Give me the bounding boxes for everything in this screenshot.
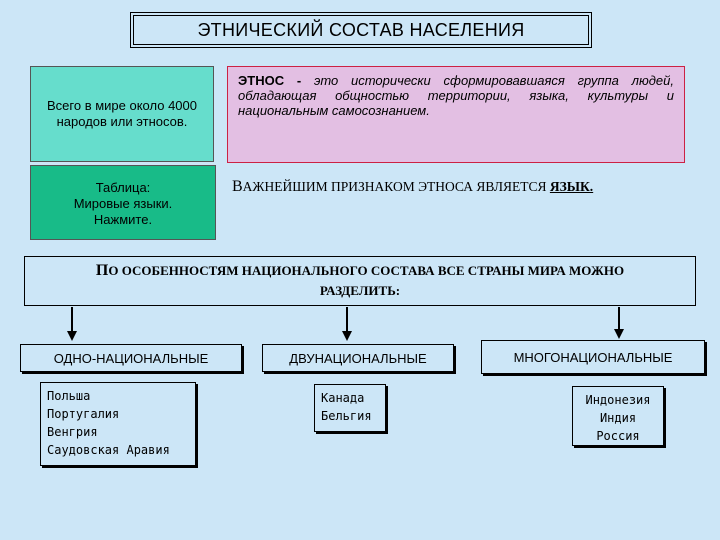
category-label: ОДНО-НАЦИОНАЛЬНЫЕ: [53, 350, 209, 366]
list-item: Венгрия: [47, 425, 98, 439]
category-label: МНОГОНАЦИОНАЛЬНЫЕ: [513, 349, 673, 365]
page-title: [130, 12, 592, 48]
list-item: Саудовская Аравия: [47, 443, 170, 457]
list-item: Канада: [321, 391, 365, 405]
arrow-to-mono: [71, 307, 73, 333]
division-statement-box: [24, 256, 696, 306]
count-line-2: народов или этносов.: [56, 114, 188, 129]
table-link-line-2: Мировые языки.: [73, 196, 173, 211]
page-title-text: ЭТНИЧЕСКИЙ СОСТАВ НАСЕЛЕНИЯ: [197, 19, 525, 40]
mononational-countries-list: [40, 382, 196, 466]
arrow-head-bi: [342, 331, 352, 341]
division-line-2: РАЗДЕЛИТЬ:: [319, 283, 401, 298]
category-binational: [262, 344, 454, 372]
list-item: Индонезия: [585, 393, 651, 407]
key-statement-first-letter: В: [232, 178, 243, 195]
division-first-letter: П: [95, 262, 109, 279]
list-item: Россия: [596, 429, 640, 443]
category-multinational: [481, 340, 705, 374]
binational-countries-list: [314, 384, 386, 432]
arrow-to-bi: [346, 307, 348, 333]
multinational-countries-list: [572, 386, 664, 446]
ethnos-definition-box: [227, 66, 685, 163]
count-line-1: Всего в мире около 4000: [47, 98, 197, 113]
category-label: ДВУНАЦИОНАЛЬНЫЕ: [289, 350, 427, 366]
list-item: Индия: [599, 411, 637, 425]
world-peoples-count-box: [30, 66, 214, 162]
arrow-head-mono: [67, 331, 77, 341]
division-line-1: О ОСОБЕННОСТЯМ НАЦИОНАЛЬНОГО СОСТАВА ВСЕ СТРАНЫ МИРА МОЖНО: [108, 263, 625, 278]
list-item: Польша: [47, 389, 91, 403]
key-statement: [232, 178, 692, 196]
world-languages-table-link[interactable]: [30, 165, 216, 240]
list-item: Бельгия: [321, 409, 372, 423]
table-link-line-1: Таблица:: [95, 180, 151, 195]
arrow-head-multi: [614, 329, 624, 339]
arrow-to-multi: [618, 307, 620, 331]
ethnos-term: ЭТНОС -: [238, 73, 302, 88]
category-mononational: [20, 344, 242, 372]
table-link-line-3: Нажмите.: [93, 212, 153, 227]
ethnos-definition: это исторически сформировавшаяся группа людей, обладающая общностью территории, языка, культуры и национальным самосознанием.: [238, 73, 674, 118]
key-statement-emphasis: ЯЗЫК.: [549, 179, 594, 194]
key-statement-text: АЖНЕЙШИМ ПРИЗНАКОМ ЭТНОСА ЯВЛЯЕТСЯ: [242, 179, 547, 194]
list-item: Португалия: [47, 407, 120, 421]
